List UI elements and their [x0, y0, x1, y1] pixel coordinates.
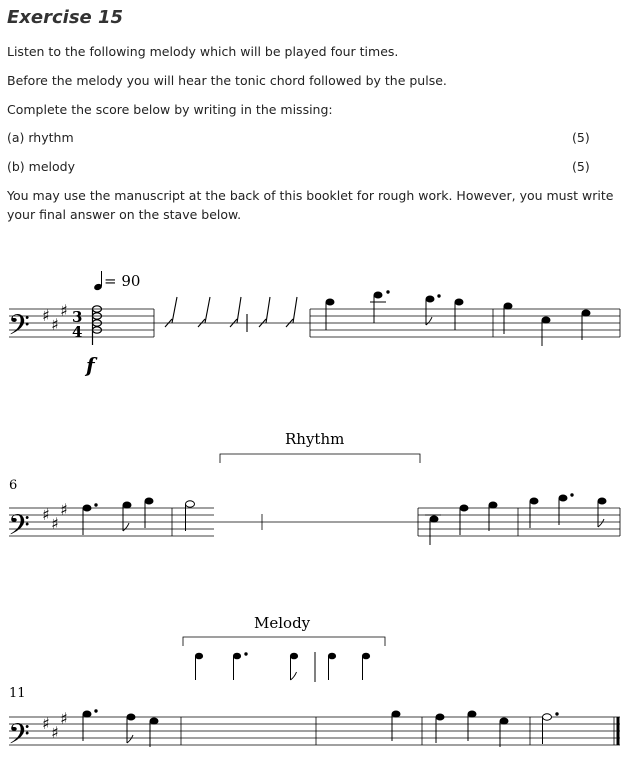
notes-system-1: [326, 291, 590, 346]
notes-system-2: [83, 494, 606, 545]
item-melody-label: (b) melody: [7, 159, 75, 174]
svg-text:♯: ♯: [42, 714, 50, 733]
tonic-chord: [93, 306, 102, 345]
staff-system-2: [9, 508, 620, 536]
instruction-line-2: Before the melody you will hear the tonic chord followed by the pulse.: [7, 73, 447, 88]
item-melody-marks: (5): [572, 159, 590, 174]
melody-label: Melody: [254, 614, 311, 632]
instruction-line-3: Complete the score below by writing in the missing:: [7, 102, 333, 117]
rough-work-note-line-2: your final answer on the stave below.: [7, 207, 242, 222]
svg-text:♯: ♯: [60, 709, 68, 728]
staff-system-3: [9, 717, 620, 745]
tempo-value: = 90: [104, 272, 141, 290]
bass-clef-2: 𝄢: [8, 509, 30, 549]
svg-text:♯: ♯: [51, 315, 59, 334]
exercise-title: Exercise 15: [7, 7, 124, 28]
time-signature-top: 3: [72, 308, 83, 326]
measure-number-6: 6: [9, 478, 18, 493]
bass-clef-1: 𝄢: [8, 309, 30, 349]
key-signature-2: [42, 500, 68, 533]
dynamic-marking: f: [86, 353, 95, 377]
item-rhythm-label: (a) rhythm: [7, 130, 74, 145]
key-signature-1: [42, 301, 68, 334]
svg-text:♯: ♯: [42, 505, 50, 524]
melody-rhythm-cue: [195, 652, 369, 682]
rhythm-bracket: [220, 454, 420, 463]
rough-work-note-line-1: You may use the manuscript at the back of this booklet for rough work. However, you must write: [7, 188, 614, 203]
pulse-beats: [165, 297, 297, 332]
svg-text:♯: ♯: [60, 301, 68, 320]
svg-text:♯: ♯: [42, 306, 50, 325]
time-signature-bottom: 4: [72, 323, 83, 341]
rhythm-label: Rhythm: [285, 430, 345, 448]
item-rhythm-marks: (5): [572, 130, 590, 145]
svg-text:♯: ♯: [60, 500, 68, 519]
staff-system-1: [9, 309, 620, 337]
notes-system-3: [83, 710, 558, 747]
bass-clef-3: 𝄢: [8, 718, 30, 758]
tempo-marking: [93, 271, 140, 291]
instruction-line-1: Listen to the following melody which will be played four times.: [7, 44, 399, 59]
svg-text:♯: ♯: [51, 514, 59, 533]
key-signature-3: [42, 709, 68, 742]
svg-text:♯: ♯: [51, 723, 59, 742]
measure-number-11: 11: [9, 686, 26, 701]
melody-bracket: [183, 637, 385, 646]
